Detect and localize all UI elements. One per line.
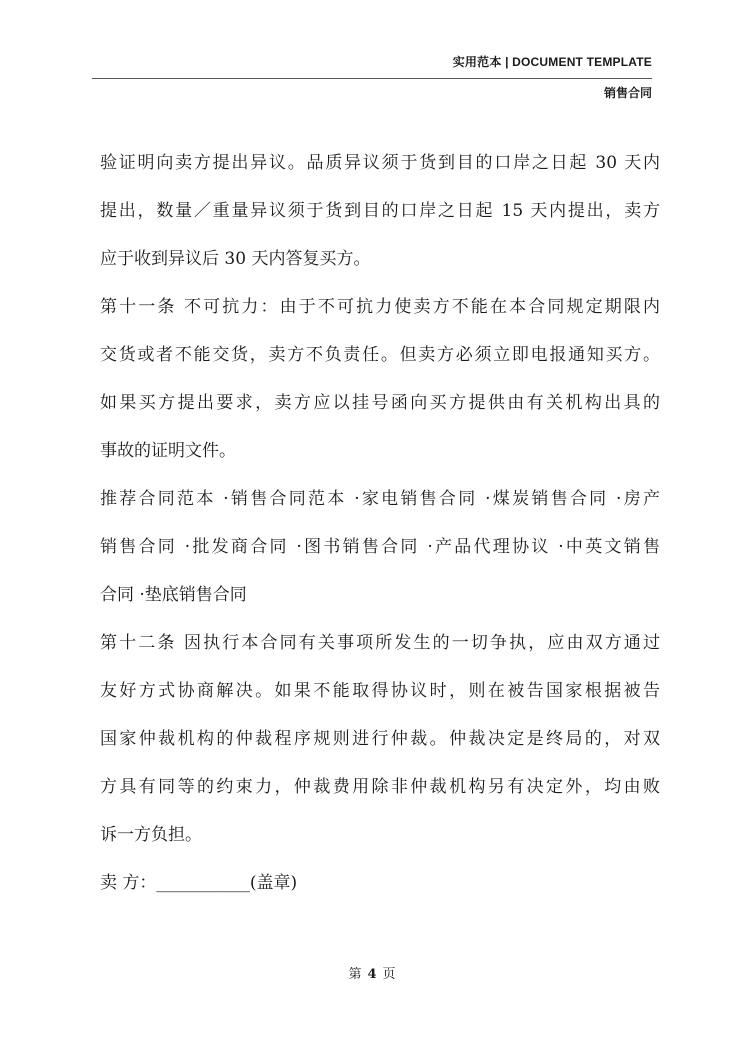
clause-12-line-3: 国家仲裁机构的仲裁程序规则进行仲裁。仲裁决定是终局的，对双	[100, 729, 660, 749]
header-subtitle: 销售合同	[603, 86, 652, 100]
clause-11-line-2: 交货或者不能交货，卖方不负责任。但卖方必须立即电报通知买方。	[100, 345, 660, 365]
clause-12-line-1: 第十二条 因执行本合同有关事项所发生的一切争执，应由双方通过	[100, 633, 660, 653]
recommended-templates-line-3: 合同 ·垫底销售合同	[100, 585, 247, 605]
body-line-1: 验证明向卖方提出异议。品质异议须于货到目的口岸之日起 30 天内	[100, 153, 660, 173]
clause-11-line-3: 如果买方提出要求，卖方应以挂号函向买方提供由有关机构出具的	[100, 393, 660, 413]
page-number: 4	[367, 967, 377, 982]
seller-signature-line: 卖 方：___________(盖章)	[100, 873, 298, 893]
clause-11-line-1: 第十一条 不可抗力：由于不可抗力使卖方不能在本合同规定期限内	[100, 297, 660, 317]
clause-11-line-4: 事故的证明文件。	[100, 441, 236, 461]
header-divider	[92, 78, 652, 79]
page-suffix: 页	[382, 967, 396, 982]
page-footer	[0, 963, 744, 982]
page-prefix: 第	[348, 967, 362, 982]
header-title: 实用范本 | DOCUMENT TEMPLATE	[452, 55, 652, 69]
clause-12-line-5: 诉一方负担。	[100, 825, 202, 845]
document-body	[100, 139, 660, 907]
clause-12-line-2: 友好方式协商解决。如果不能取得协议时，则在被告国家根据被告	[100, 681, 660, 701]
recommended-templates-line-1: 推荐合同范本 ·销售合同范本 ·家电销售合同 ·煤炭销售合同 ·房产	[100, 489, 660, 509]
clause-12-line-4: 方具有同等的约束力，仲裁费用除非仲裁机构另有决定外，均由败	[100, 777, 660, 797]
body-line-3: 应于收到异议后 30 天内答复买方。	[100, 249, 371, 269]
recommended-templates-line-2: 销售合同 ·批发商合同 ·图书销售合同 ·产品代理协议 ·中英文销售	[100, 537, 660, 557]
body-line-2: 提出，数量／重量异议须于货到目的口岸之日起 15 天内提出，卖方	[100, 201, 660, 221]
